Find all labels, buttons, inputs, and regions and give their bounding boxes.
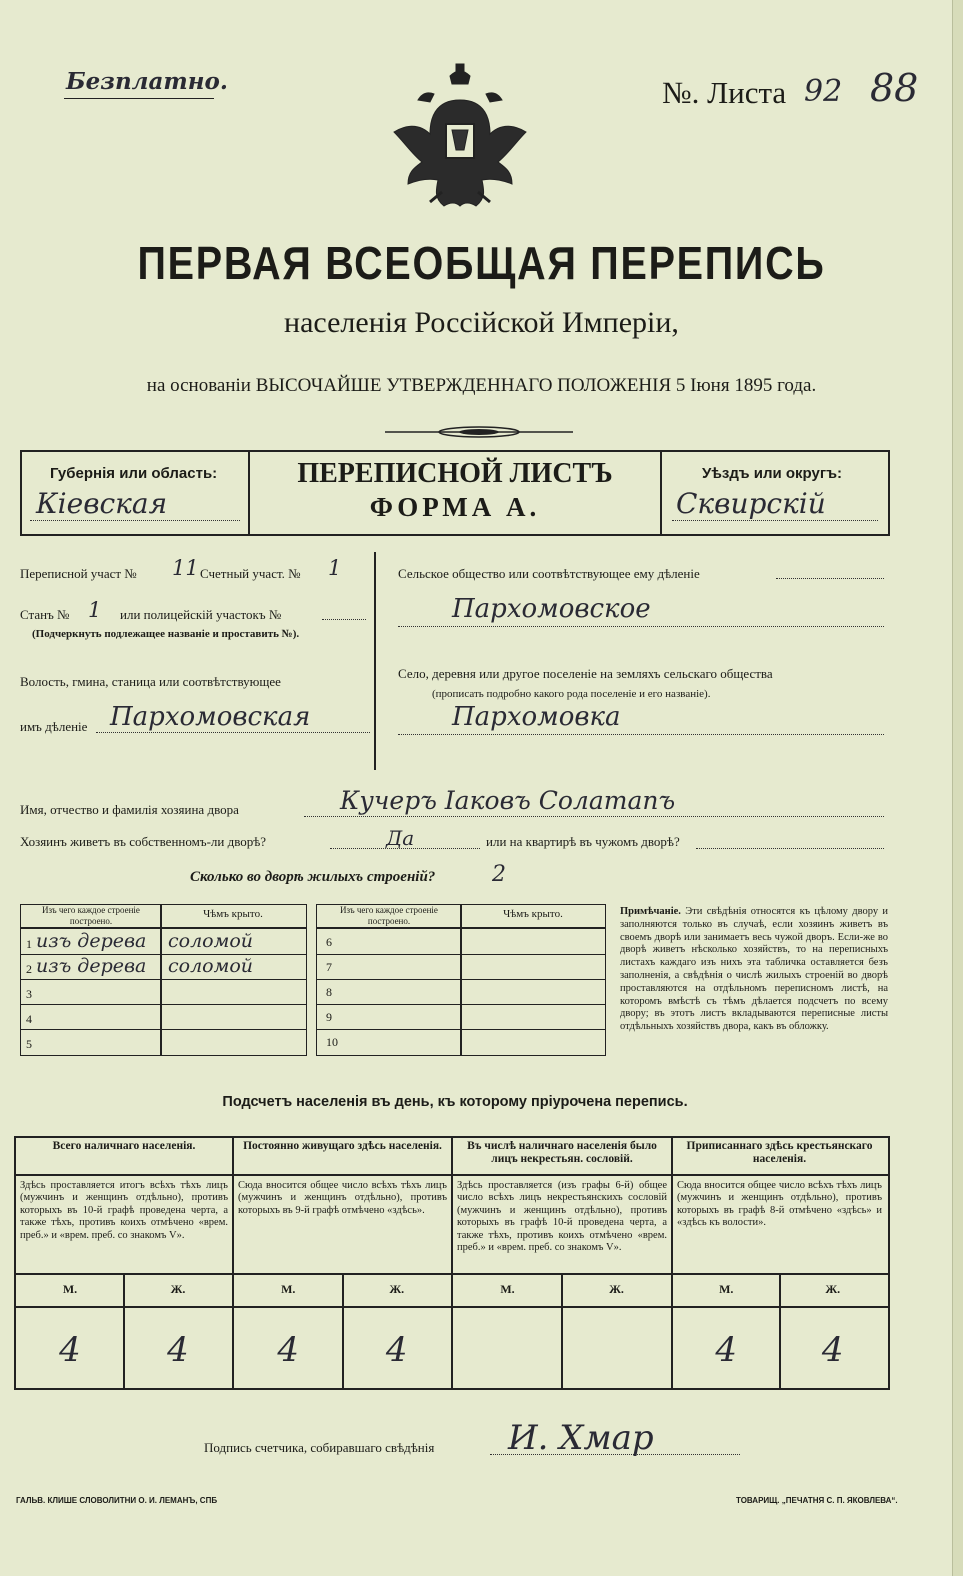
stan-label: Станъ № <box>20 607 70 622</box>
pop-group-desc: Здѣсь проставляется (изъ графы 6-й) общее число всѣхъ лицъ некрестьянскихъ сословій (мужчинъ и женщинъ отдѣльно), противъ которыхъ въ графѣ 10-й проведена черта, а также тѣхъ, противъ коихъ отмѣчено «врем. преб.» и «врем. преб. со знакомъ V». <box>457 1180 667 1254</box>
buildings-left-row-number: 4 <box>26 1012 32 1026</box>
buildings-label: Сколько во дворѣ жилыхъ строеній? <box>190 869 436 885</box>
underline-note: (Подчеркнуть подлежащее названіе и проставить №). <box>32 628 300 640</box>
village-note: (прописать подробно какого рода поселеніе и его названіе). <box>432 688 711 700</box>
census-district-label: Переписной участ № <box>20 566 137 581</box>
stan-value: 1 <box>88 598 102 622</box>
buildings-left-row-material: изъ дерева <box>36 930 147 952</box>
page-subtitle: населенія Россійской Имперіи, <box>284 306 679 339</box>
pop-group-head: Всего наличнаго населенія. <box>52 1140 196 1152</box>
population-title: Подсчетъ населенія въ день, къ которому пріурочена перепись. <box>222 1094 688 1110</box>
buildings-left-row-number: 1 <box>26 937 32 951</box>
census-district-value: 11 <box>172 556 199 580</box>
printer-left: ГАЛЬВ. КЛИШЕ СЛОВОЛИТНИ О. И. ЛЕМАНЪ, СПБ <box>16 1496 218 1505</box>
pop-f-value: 4 <box>821 1330 844 1370</box>
owner-or-label: или на квартирѣ въ чужомъ дворѣ? <box>486 834 680 849</box>
province-value: Кіевская <box>36 487 168 520</box>
buildings-right-row-line <box>316 954 606 955</box>
buildings-right-row-line <box>316 979 606 980</box>
buildings-left-row-line <box>20 979 307 980</box>
district-label: Уѣздъ или округъ: <box>702 465 843 482</box>
owner-lives-line <box>330 848 480 849</box>
pop-f-label: Ж. <box>609 1282 624 1296</box>
buildings-left-header-line <box>20 927 307 929</box>
pop-desc-line <box>14 1273 888 1275</box>
pop-group-desc: Сюда вносится общее число всѣхъ тѣхъ лицъ (мужчинъ и женщинъ отдѣльно), противъ которыхъ въ графѣ 8-й отмѣчено «здѣсь» и «здѣсь къ волости». <box>677 1180 882 1229</box>
owner-name-line <box>304 816 884 817</box>
pop-f-label: Ж. <box>170 1282 186 1296</box>
sheet-number-value: 92 <box>804 74 843 109</box>
pop-group-head: Постоянно живущаго здѣсь населенія. <box>243 1140 442 1152</box>
note-title: Примѣчаніе. <box>620 906 681 917</box>
counting-district-label: Счетный участ. № <box>200 566 301 581</box>
district-value: Сквирскій <box>676 487 826 520</box>
signature-value: И. Хмар <box>508 1418 654 1458</box>
counting-district-value: 1 <box>328 556 342 580</box>
note-block <box>620 906 888 1034</box>
pop-m-value: 4 <box>715 1330 738 1370</box>
form-title: ПЕРЕПИСНОЙ ЛИСТЪ <box>297 458 613 489</box>
page-title: ПЕРВАЯ ВСЕОБЩАЯ ПЕРЕПИСЬ <box>137 237 826 289</box>
buildings-left-row-roof: соломой <box>168 955 254 977</box>
buildings-left-row-material: изъ дерева <box>36 955 147 977</box>
free-underline <box>64 98 214 99</box>
police-label: или полицейскій участокъ № <box>120 607 282 622</box>
pop-group-desc: Сюда вносится общее число всѣхъ тѣхъ лицъ (мужчинъ и женщинъ отдѣльно), противъ которыхъ въ 9-й графѣ отмѣчено «здѣсь». <box>238 1180 447 1216</box>
buildings-left-col-material: Изъ чего каждое строеніе построено. <box>42 905 140 926</box>
pop-f-value: 4 <box>167 1330 189 1370</box>
buildings-right-header-line <box>316 927 606 929</box>
buildings-right-row-number: 9 <box>326 1010 332 1024</box>
owner-or-line <box>696 848 884 849</box>
village-label: Село, деревня или другое поселеніе на земляхъ сельскаго общества <box>398 666 773 681</box>
pop-group-head: Приписаннаго здѣсь крестьянскаго населенія. <box>686 1140 873 1165</box>
buildings-right-row-number: 10 <box>326 1035 338 1049</box>
fields-divider <box>374 552 376 770</box>
society-value: Пархомовское <box>452 594 651 624</box>
pop-head-line <box>14 1174 888 1176</box>
volost-label-2: имъ дѣленіе <box>20 719 88 734</box>
buildings-right-col-roof: Чѣмъ крыто. <box>503 908 563 920</box>
pop-m-value: 4 <box>277 1330 300 1370</box>
buildings-right-col-material: Изъ чего каждое строеніе построено. <box>340 905 438 926</box>
district-line <box>672 520 878 521</box>
pop-m-label: М. <box>719 1282 734 1296</box>
page-edge <box>952 0 963 1576</box>
volost-label: Волость, гмина, станица или соотвѣтствующее <box>20 674 281 689</box>
pop-f-label: Ж. <box>825 1282 841 1296</box>
pop-f-label: Ж. <box>389 1282 405 1296</box>
pop-m-label: М. <box>62 1282 78 1296</box>
signature-label: Подпись счетчика, собиравшаго свѣдѣнія <box>204 1440 435 1455</box>
form-box-divider-right <box>660 450 662 534</box>
police-line <box>322 619 366 620</box>
society-line-2 <box>398 626 884 627</box>
owner-lives-value: Да <box>386 826 415 850</box>
pop-group-head: Въ числѣ наличнаго населенія было лицъ некрестьян. сословій. <box>467 1140 657 1165</box>
buildings-right-row-line <box>316 1004 606 1005</box>
owner-lives-label: Хозяинъ живетъ въ собственномъ-ли дворѣ? <box>20 834 267 849</box>
sheet-number-label: №. Листа <box>662 75 787 110</box>
pop-f-value: 4 <box>385 1330 408 1370</box>
note-text: Эти свѣдѣнія относятся къ цѣлому двору и заполняются только въ случаѣ, если хозяинъ живетъ въ своемъ дворѣ или занимаетъ весь чужой дворъ. Если-же во дворѣ живетъ нѣсколько хозяйствъ, то на переписныхъ листахъ каждаго изъ нихъ эта табличка оставляется безъ заполненія, а свѣдѣнія о числѣ жилыхъ строеній во дворѣ проставляются на отдѣльномъ переписномъ листѣ, на которомъ вмѣстѣ съ тѣмъ дѣлается подсчетъ по всему двору; въ этотъ листъ вкладываются переписные листы отдѣльныхъ хозяйствъ двора, какъ въ обложку. <box>620 906 889 1033</box>
village-line <box>398 734 884 735</box>
coat-of-arms-icon <box>390 60 530 220</box>
form-letter: ФОРМА А. <box>369 492 541 522</box>
buildings-right-row-number: 7 <box>326 960 332 974</box>
pop-m-value: 4 <box>59 1330 81 1370</box>
province-line <box>30 520 240 521</box>
ornament-divider <box>385 424 573 438</box>
owner-name-value: Кучеръ Іаковъ Солатапъ <box>340 786 676 815</box>
free-label: Безплатно. <box>66 68 228 95</box>
buildings-left-row-line <box>20 1029 307 1030</box>
page-basis: на основаніи ВЫСОЧАЙШЕ УТВЕРЖДЕННАГО ПОЛОЖЕНІЯ 5 Іюня 1895 года. <box>146 375 817 396</box>
society-label: Сельское общество или соотвѣтствующее ему дѣленіе <box>398 566 700 581</box>
printer-right: ТОВАРИЩ. „ПЕЧАТНЯ С. П. ЯКОВЛЕВА“. <box>736 1496 898 1505</box>
buildings-left-row-number: 5 <box>26 1037 32 1051</box>
owner-name-label: Имя, отчество и фамилія хозяина двора <box>20 802 239 817</box>
buildings-left-row-number: 3 <box>26 987 32 1001</box>
sheet-number-value-2: 88 <box>870 66 919 110</box>
buildings-left-row-number: 2 <box>26 962 32 976</box>
buildings-right-row-number: 6 <box>326 935 332 949</box>
buildings-right-row-number: 8 <box>326 985 332 999</box>
buildings-left-row-roof: соломой <box>168 930 254 952</box>
pop-group-desc: Здѣсь проставляется итогъ всѣхъ тѣхъ лицъ (мужчинъ и женщинъ отдѣльно), противъ которыхъ въ 10-й графѣ проведена черта, а также тѣхъ, противъ коихъ отмѣчено «врем. преб.» и «врем. преб. со знакомъ V». <box>20 1180 228 1241</box>
buildings-right-row-line <box>316 1029 606 1030</box>
buildings-left-col-roof: Чѣмъ крыто. <box>203 908 263 920</box>
pop-m-label: М. <box>281 1282 296 1296</box>
society-line-1 <box>776 578 884 579</box>
buildings-left-row-line <box>20 1004 307 1005</box>
pop-m-label: М. <box>500 1282 515 1296</box>
volost-value: Пархомовская <box>110 702 311 732</box>
volost-line <box>96 732 370 733</box>
province-label: Губернія или область: <box>50 465 218 482</box>
pop-mf-line <box>14 1306 888 1308</box>
buildings-value: 2 <box>492 862 506 887</box>
village-value: Пархомовка <box>452 702 621 732</box>
